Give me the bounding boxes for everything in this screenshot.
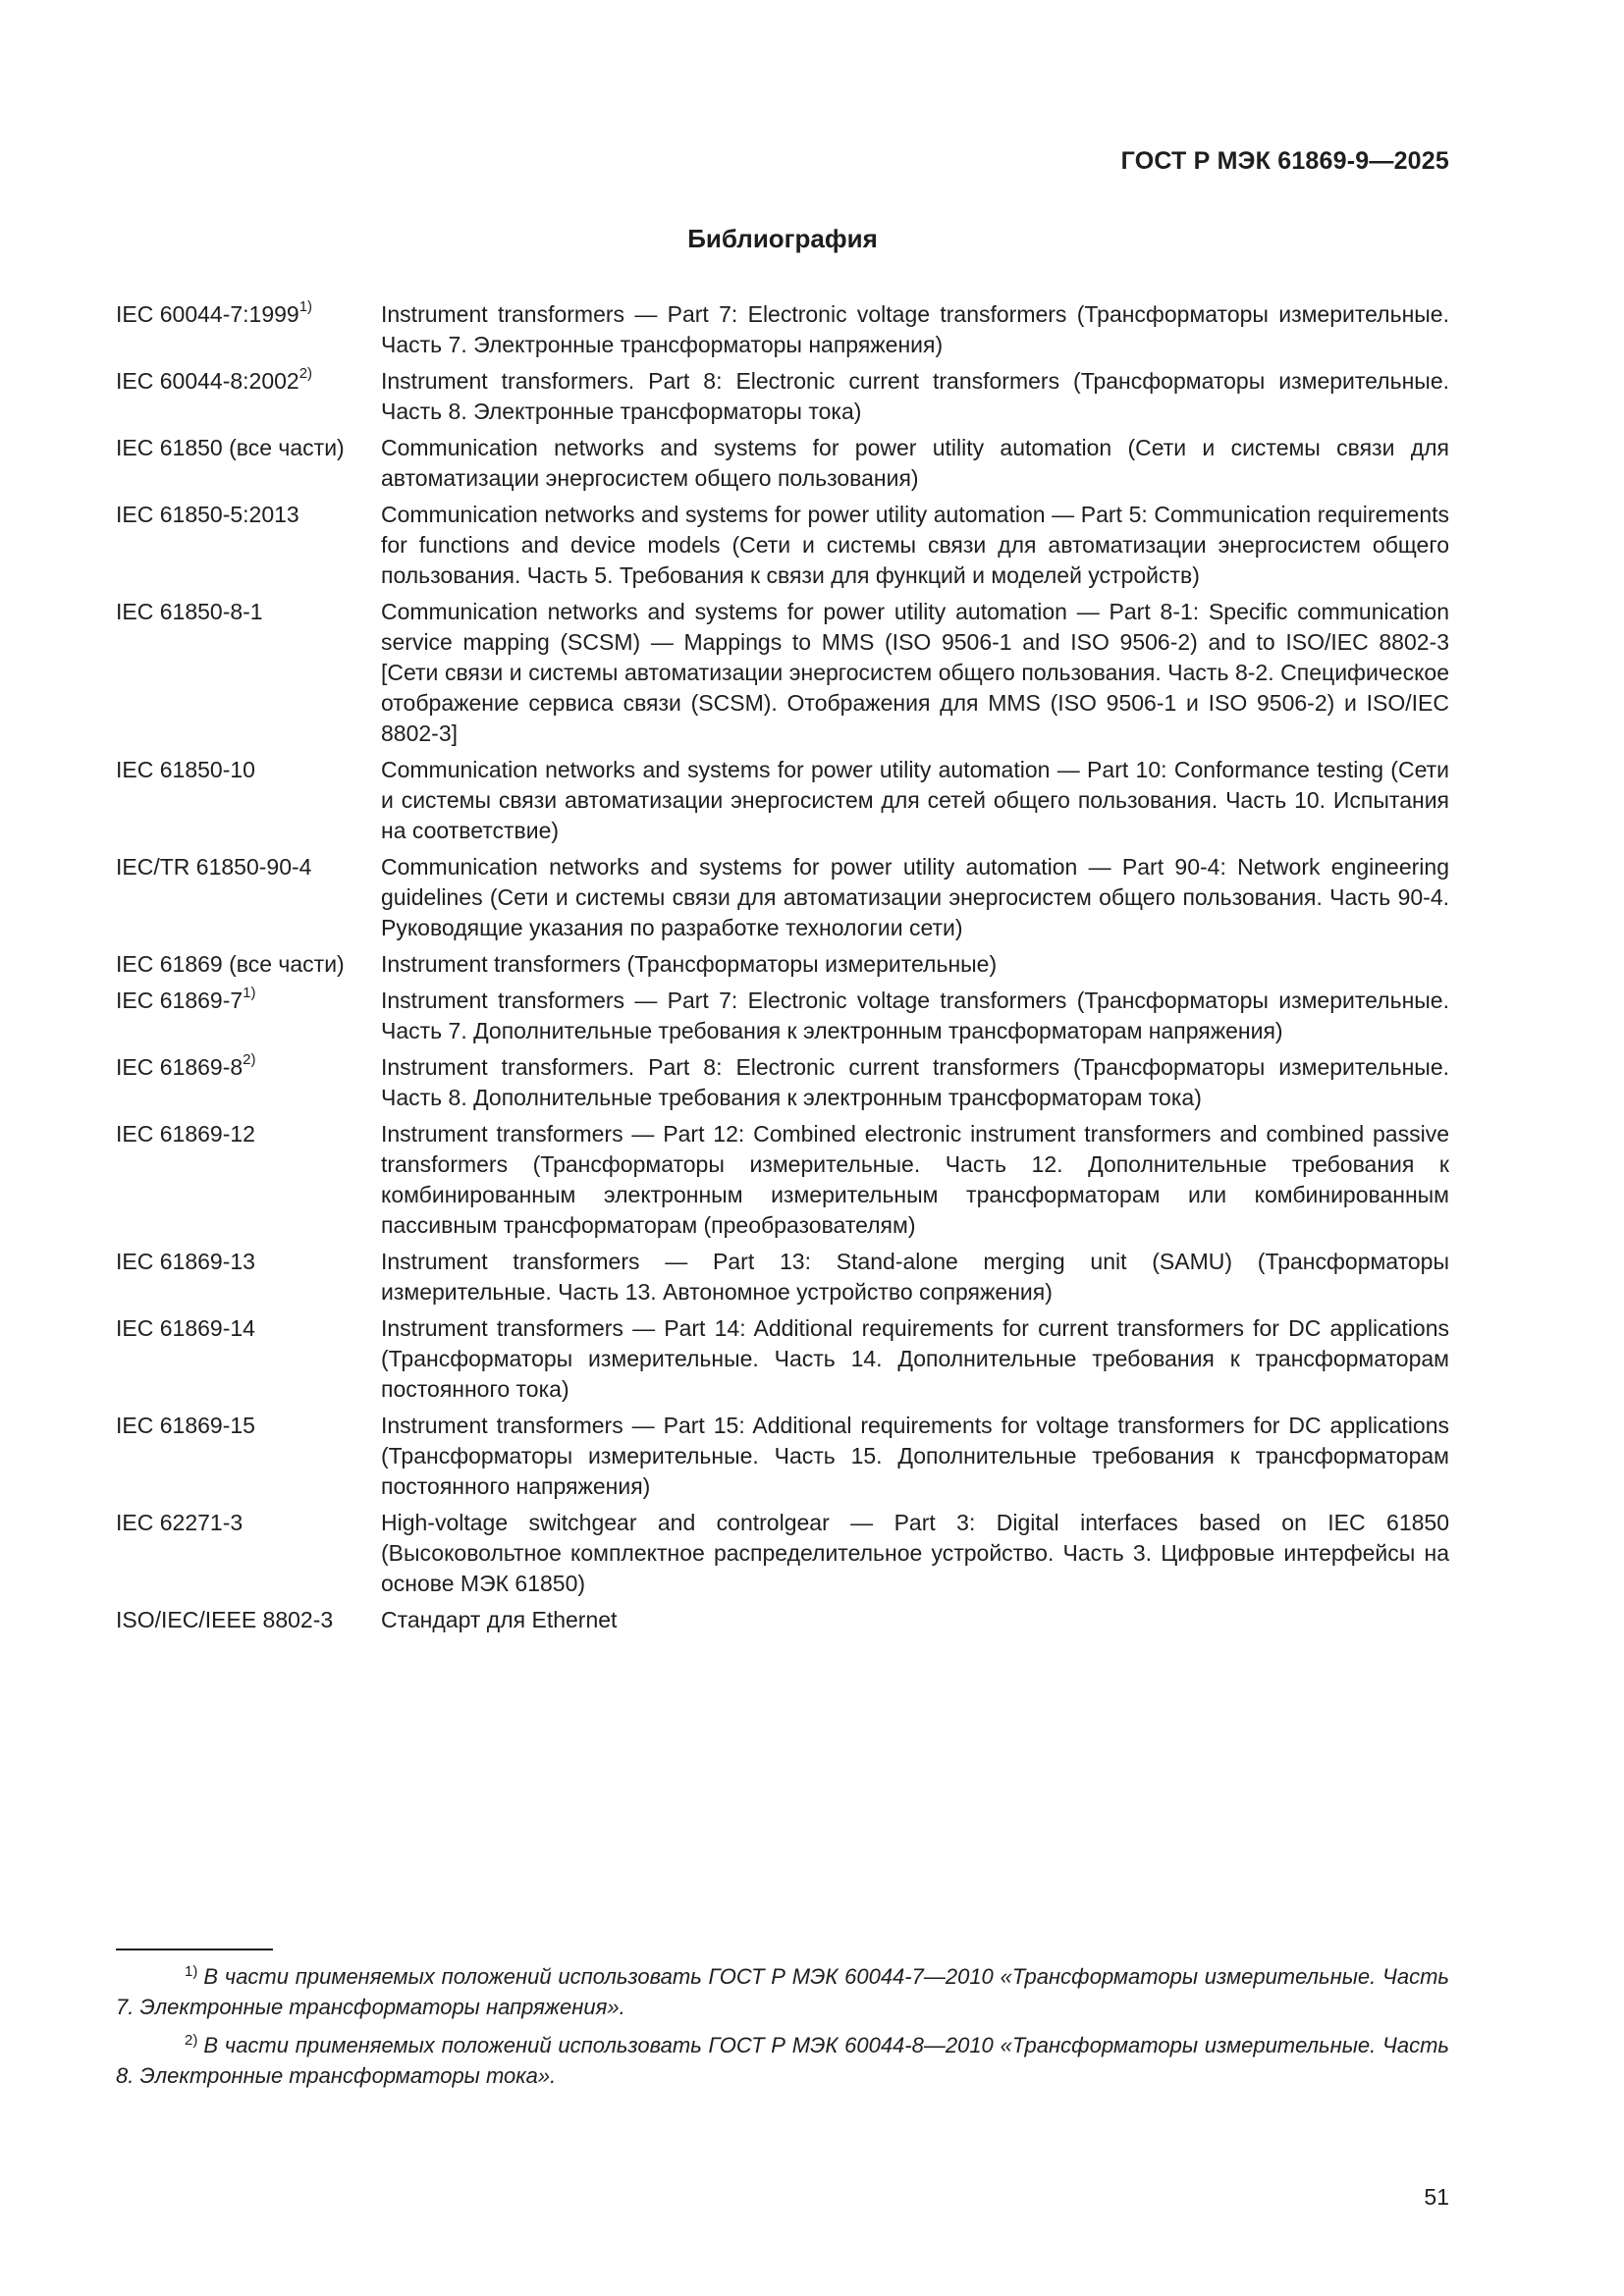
bibliography-title: Instrument transformers — Part 14: Additional requirements for current transformers for DC applications (Трансформаторы измерительные. Часть 14. Дополнительные требования к трансформаторам постоянного тока) [381,1315,1449,1402]
bibliography-entry [116,1508,1449,1599]
bibliography-entry [116,1313,1449,1405]
bibliography-ref: IEC 62271-3 [116,1510,244,1535]
footnote-divider [116,1949,273,1950]
footnote [116,2030,1449,2091]
bibliography-ref: IEC 60044-8:2002$^{2)}$ [116,365,313,394]
bibliography-title: Instrument transformers — Part 13: Stand-alone merging unit (SAMU) (Трансформаторы измерительные. Часть 13. Автономное устройство сопряжения) [381,1249,1449,1305]
bibliography-title: Communication networks and systems for power utility automation — Part 8-1: Specific communication service mapping (SCSM) — Mappings to MMS (ISO 9506-1 and ISO 9506-2) and to ISO/IEC 8802-3 [Сети связи и системы автоматизации энергосистем общего пользования. Часть 8-2. Специфическое отображение сервиса связи (SCSM). Отображения для MMS (ISO 9506-1 и ISO 9506-2) и ISO/IEC 8802-3] [381,599,1449,746]
bibliography-ref: IEC 61869-8$^{2)}$ [116,1051,256,1080]
bibliography-entry [116,1119,1449,1241]
bibliography-title: Instrument transformers — Part 12: Combined electronic instrument transformers and combined passive transformers (Трансформаторы измерительные. Часть 12. Дополнительные требования к комбинированным электронным измерительным трансформаторам или комбинированным пассивным трансформаторам (преобразователям) [381,1121,1449,1238]
bibliography-ref: IEC 61869-14 [116,1315,255,1341]
bibliography-entry [116,1247,1449,1308]
bibliography-entry [116,433,1449,494]
footnote-mark: 2) [185,2031,198,2049]
bibliography-entry [116,852,1449,943]
bibliography-ref: IEC 61869-13 [116,1249,255,1274]
bibliography-ref: IEC 61869 (все части) [116,951,345,977]
bibliography-entry [116,597,1449,749]
footnote-text: В части применяемых положений использовать ГОСТ Р МЭК 60044-8—2010 «Трансформаторы измерительные. Часть 8. Электронные трансформаторы тока». [116,2033,1449,2088]
bibliography-entry [116,755,1449,846]
bibliography-ref: IEC 61869-15 [116,1413,255,1438]
bibliography-entry [116,299,1449,360]
footnote-marker[interactable]: 2) [243,1051,256,1069]
bibliography-entry [116,1411,1449,1502]
footnote [116,1961,1449,2022]
bibliography-title: Communication networks and systems for power utility automation — Part 5: Communication requirements for functions and device models (Сети и системы связи для автоматизации энергосистем общего пользования. Часть 5. Требования к связи для функций и моделей устройств) [381,502,1449,588]
bibliography-ref: IEC 61850-10 [116,757,255,782]
bibliography-title: Communication networks and systems for power utility automation — Part 10: Conformance testing (Сети и системы связи автоматизации энергосистем для сетей общего пользования. Часть 10. Испытания на соответствие) [381,757,1449,843]
bibliography-entry [116,1052,1449,1113]
bibliography-title: Instrument transformers. Part 8: Electronic current transformers (Трансформаторы измерительные. Часть 8. Электронные трансформаторы тока) [381,368,1449,424]
section-title: Библиография [687,224,878,253]
bibliography-ref: IEC 61850-5:2013 [116,502,299,527]
bibliography-title: Instrument transformers — Part 7: Electronic voltage transformers (Трансформаторы измерительные. Часть 7. Электронные трансформаторы напряжения) [381,301,1449,357]
bibliography-ref: IEC 61869-12 [116,1121,255,1147]
bibliography-title: Instrument transformers — Part 7: Electronic voltage transformers (Трансформаторы измерительные. Часть 7. Дополнительные требования к электронным трансформаторам напряжения) [381,988,1449,1043]
footnote-marker[interactable]: 1) [243,985,256,1002]
bibliography-ref: IEC 61869-7$^{1)}$ [116,985,256,1013]
bibliography-ref: IEC 60044-7:1999$^{1)}$ [116,298,313,327]
bibliography-title: Instrument transformers — Part 15: Additional requirements for voltage transformers for DC applications (Трансформаторы измерительные. Часть 15. Дополнительные требования к трансформаторам постоянного напряжения) [381,1413,1449,1499]
bibliography-entry [116,500,1449,591]
bibliography-title: High-voltage switchgear and controlgear — Part 3: Digital interfaces based on IEC 61850 (Высоковольтное комплектное распределительное устройство. Часть 3. Цифровые интерфейсы на основе МЭК 61850) [381,1510,1449,1596]
bibliography-list [116,299,1449,1641]
bibliography-ref: IEC 61850-8-1 [116,599,263,624]
bibliography-entry [116,366,1449,427]
bibliography-title: Стандарт для Ethernet [381,1607,618,1632]
bibliography-title: Communication networks and systems for power utility automation (Сети и системы связи для автоматизации энергосистем общего пользования) [381,435,1449,491]
page-number: 51 [1424,2184,1449,2210]
bibliography-entry [116,949,1449,980]
document-header: ГОСТ Р МЭК 61869-9—2025 [1120,147,1449,175]
bibliography-ref: IEC/TR 61850-90-4 [116,854,312,880]
footnote-marker[interactable]: 2) [298,365,313,383]
bibliography-ref: ISO/IEC/IEEE 8802-3 [116,1607,334,1632]
footnote-marker[interactable]: 1) [298,298,313,316]
bibliography-title: Communication networks and systems for power utility automation — Part 90-4: Network engineering guidelines (Сети и системы связи для автоматизации энергосистем общего пользования. Часть 90-4. Руководящие указания по разработке технологии сети) [381,854,1449,940]
bibliography-title: Instrument transformers. Part 8: Electronic current transformers (Трансформаторы измерительные. Часть 8. Дополнительные требования к электронным трансформаторам тока) [381,1054,1449,1110]
footnote-text: В части применяемых положений использовать ГОСТ Р МЭК 60044-7—2010 «Трансформаторы измерительные. Часть 7. Электронные трансформаторы напряжения». [116,1964,1449,2019]
bibliography-entry [116,986,1449,1046]
footnotes [116,1961,1449,2099]
bibliography-ref: IEC 61850 (все части) [116,435,345,460]
bibliography-entry [116,1605,1449,1635]
footnote-mark: 1) [185,1962,198,1980]
bibliography-title: Instrument transformers (Трансформаторы измерительные) [381,951,998,977]
